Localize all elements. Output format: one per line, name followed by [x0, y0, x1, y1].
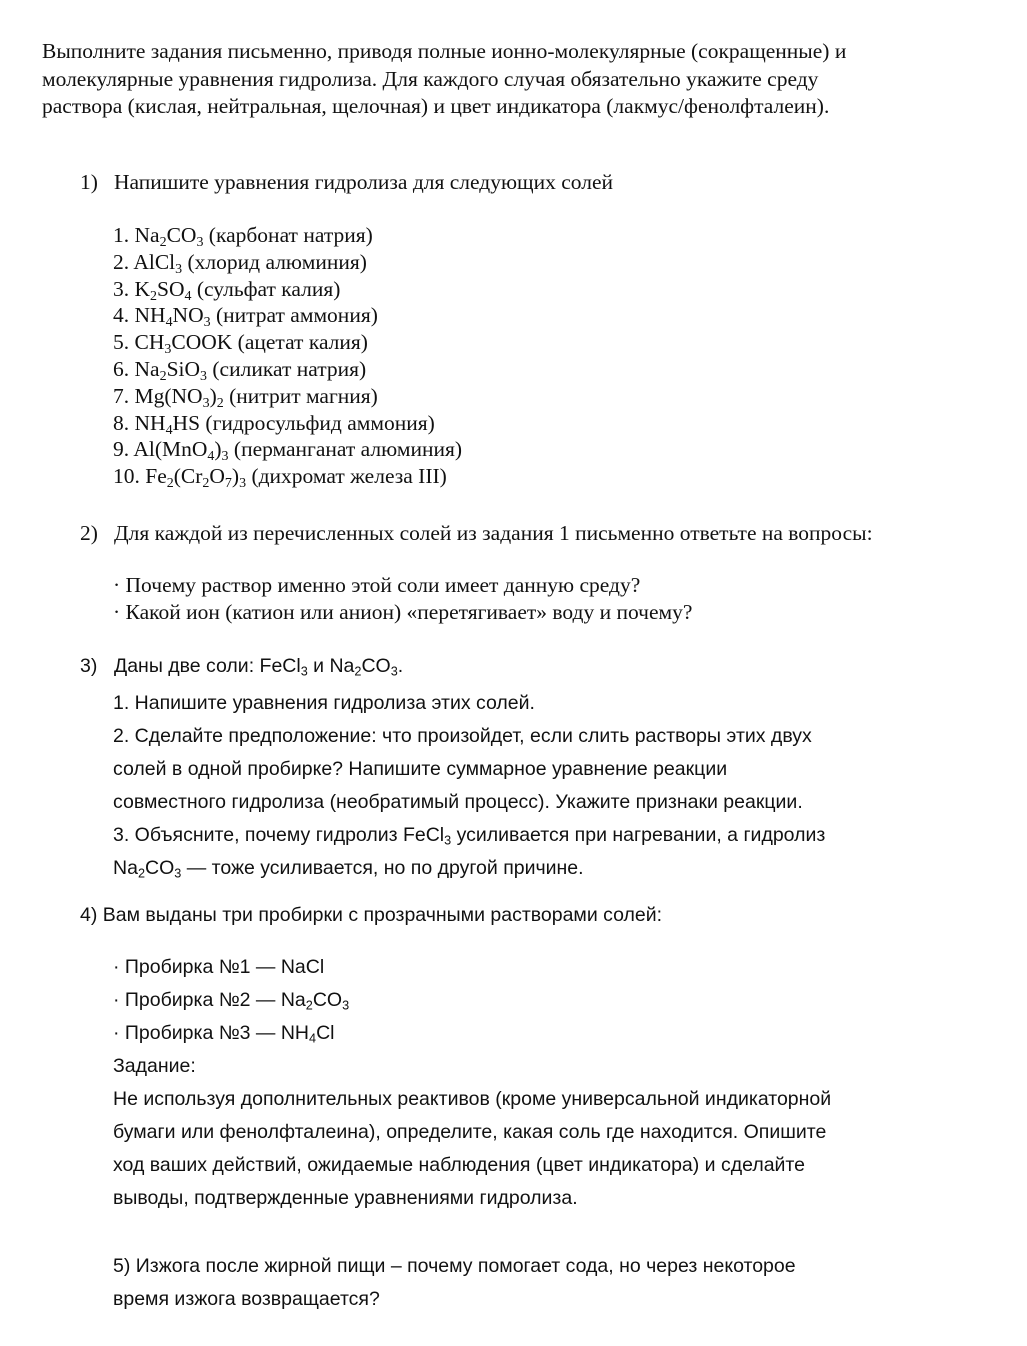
tube-3: · Пробирка №3 — $NH_4Cl$ — [113, 1022, 335, 1046]
salt-name: (дихромат железа III) — [251, 464, 447, 489]
salt-number: 8. — [113, 410, 130, 435]
salt-number: 7. — [113, 383, 130, 408]
salt-name: (силикат натрия) — [212, 356, 367, 381]
tube-1: · Пробирка №1 — NaCl — [113, 956, 325, 978]
salt-item — [113, 222, 462, 249]
intro-line: молекулярные уравнения гидролиза. Для каждого случая обязательно укажите среду — [42, 66, 819, 91]
intro-paragraph — [42, 38, 846, 121]
task1-number: 1) — [80, 170, 98, 194]
salt-number: 3. — [113, 276, 130, 301]
salt-formula: $Mg(NO_3)_2$ — [134, 383, 224, 411]
task2-question: · Какой ион (катион или анион) «перетягивает» воду и почему? — [113, 599, 693, 624]
task4-text-line: ход ваших действий, ожидаемые наблюдения (цвет индикатора) и сделайте — [113, 1154, 805, 1176]
task1-title: Напишите уравнения гидролиза для следующих солей — [114, 170, 614, 194]
task5-line: время изжога возвращается? — [113, 1288, 380, 1310]
salt-item — [113, 329, 462, 356]
task3-number: 3) — [80, 655, 98, 677]
salt-name: (нитрит магния) — [229, 383, 378, 408]
task4-body — [113, 951, 831, 1215]
salt-number: 10. — [113, 464, 140, 489]
salt-item — [113, 463, 462, 490]
salt-formula: $Al(MnO_4)_3$ — [133, 437, 229, 465]
task2-number: 2) — [80, 521, 98, 545]
salt-list — [113, 222, 462, 490]
task4-text-line: выводы, подтвержденные уравнениями гидролиза. — [113, 1187, 578, 1209]
salt-item — [113, 356, 462, 383]
intro-line: раствора (кислая, нейтральная, щелочная) и цвет индикатора (лакмус/фенолфталеин). — [42, 94, 830, 118]
salt-name: (перманганат алюминия) — [233, 437, 463, 462]
salt-item — [113, 249, 462, 276]
task1-heading — [80, 170, 613, 195]
salt-formula: $NH_4HS$ — [134, 410, 201, 438]
salt-number: 9. — [113, 437, 130, 462]
salt-formula: $K_2SO_4$ — [134, 276, 192, 304]
salt-item — [113, 302, 462, 329]
salt-formula: AlCl$_3$ — [133, 249, 183, 277]
salt-number: 2. — [113, 249, 130, 274]
salt-name: (хлорид алюминия) — [187, 249, 367, 274]
task2-question: · Почему раствор именно этой соли имеет данную среду? — [113, 573, 641, 597]
tube-2: · Пробирка №2 — $Na_2CO_3$ — [113, 989, 350, 1013]
salt-formula: $Fe_2(Cr_2O_7)_3$ — [145, 464, 247, 492]
salt-number: 5. — [113, 330, 130, 355]
salt-number: 1. — [113, 223, 130, 247]
salt-name: (карбонат натрия) — [208, 223, 373, 247]
task2-questions — [113, 572, 692, 625]
task4-text-line: Не используя дополнительных реактивов (кроме универсальной индикаторной — [113, 1088, 832, 1110]
intro-line: Выполните задания письменно, приводя полные ионно-молекулярные (сокращенные) и — [42, 39, 847, 63]
salt-formula: $CH_3COOK$ — [134, 330, 233, 358]
task4-text-line: бумаги или фенолфталеина), определите, какая соль где находится. Опишите — [113, 1121, 827, 1143]
task3-item-2-line: 2. Сделайте предположение: что произойдет, если слить растворы этих двух — [113, 725, 812, 747]
task2-heading — [80, 521, 873, 546]
salt-formula: $NH_4NO_3$ — [134, 303, 211, 331]
task3-item-3-line: 3. Объясните, почему гидролиз FeCl$_3$ усиливается при нагревании, а гидролиз — [113, 824, 826, 848]
salt-formula: $Na_2CO_3$ — [134, 223, 204, 250]
task4-label: Задание: — [113, 1055, 196, 1077]
task2-title: Для каждой из перечисленных солей из задания 1 письменно ответьте на вопросы: — [114, 521, 873, 545]
salt-number: 4. — [113, 303, 130, 328]
salt-formula: $Na_2SiO_3$ — [134, 356, 208, 384]
task4-heading: 4) Вам выданы три пробирки с прозрачными растворами солей: — [80, 904, 663, 926]
task3-item-2-line: совместного гидролиза (необратимый процесс). Укажите признаки реакции. — [113, 791, 803, 813]
task3-heading — [80, 655, 403, 678]
task3-item-3-line: $Na_2CO_3$ — тоже усиливается, но по другой причине. — [113, 857, 584, 881]
salt-name: (сульфат калия) — [196, 276, 341, 301]
salt-name: (нитрат аммония) — [215, 303, 378, 328]
salt-item — [113, 383, 462, 410]
salt-name: (гидросульфид аммония) — [205, 410, 435, 435]
salt-item — [113, 276, 462, 303]
salt-number: 6. — [113, 356, 130, 381]
task5-line: 5) Изжога после жирной пищи – почему помогает сода, но через некоторое — [113, 1255, 796, 1277]
task5 — [113, 1250, 796, 1316]
salt-item — [113, 436, 462, 463]
salt-item — [113, 410, 462, 437]
task3-item-2-line: солей в одной пробирке? Напишите суммарное уравнение реакции — [113, 758, 728, 780]
task3-title: Даны две соли: FeCl$_3$ и $Na_2CO_3$. — [114, 655, 404, 679]
task3-body — [113, 687, 825, 885]
salt-name: (ацетат калия) — [237, 330, 368, 355]
task3-item-1: 1. Напишите уравнения гидролиза этих солей. — [113, 692, 535, 714]
